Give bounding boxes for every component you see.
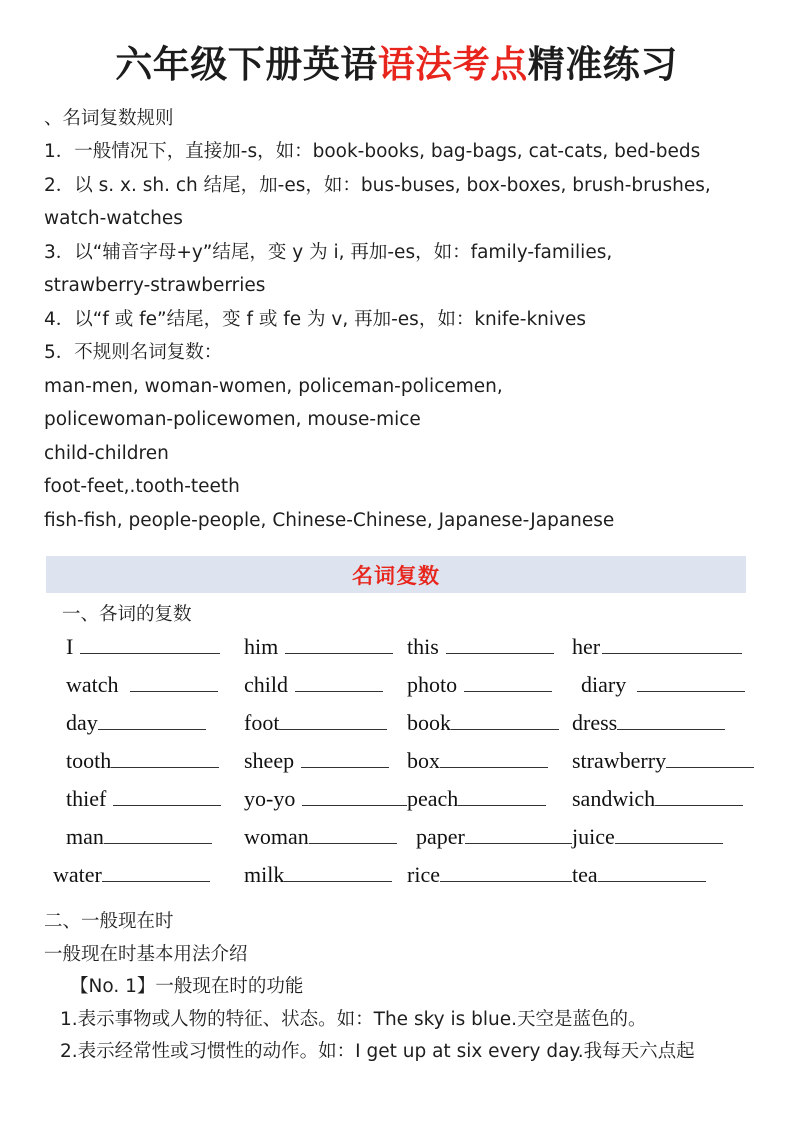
exercise-item (407, 824, 572, 850)
answer-blank[interactable] (615, 824, 723, 844)
answer-blank[interactable] (617, 710, 725, 730)
exercise-item (572, 786, 759, 812)
exercise-item (407, 710, 572, 736)
exercise-word: photo (407, 672, 458, 697)
answer-blank[interactable] (302, 786, 407, 806)
exercise-item (572, 672, 759, 698)
exercise-word: him (244, 634, 279, 659)
exercise-item (44, 786, 244, 812)
exercise-word: paper (416, 824, 465, 849)
exercise-item (244, 824, 407, 850)
exercise-item (244, 748, 407, 774)
answer-blank[interactable] (440, 862, 572, 882)
exercise-item (407, 672, 572, 698)
answer-blank[interactable] (111, 748, 219, 768)
exercise-word: tea (572, 862, 598, 887)
answer-blank[interactable] (295, 672, 383, 692)
plural-rules-notes (44, 102, 754, 537)
answer-blank[interactable] (637, 672, 745, 692)
exercise-item (44, 748, 244, 774)
exercise-word: thief (66, 786, 107, 811)
exercise-row (44, 786, 759, 824)
exercise-item (244, 710, 407, 736)
exercise-item (572, 634, 759, 660)
exercise-word: yo-yo (244, 786, 296, 811)
notes-section-heading: 、名词复数规则 (44, 108, 174, 129)
exercise-word: this (407, 634, 439, 659)
answer-blank[interactable] (309, 824, 397, 844)
exercise-word: sheep (244, 748, 295, 773)
notes-line: child-children (44, 442, 169, 464)
exercise-row (44, 634, 759, 672)
answer-blank[interactable] (598, 862, 706, 882)
exercise-word: milk (244, 862, 285, 887)
notes-line: 2．以 s. x. sh. ch 结尾，加-es，如：bus-buses, box-boxes, brush-brushes, (44, 174, 711, 196)
exercise-word: foot (244, 710, 280, 735)
exercise-item (244, 862, 407, 888)
notes-line: man-men, woman-women, policeman-policemen, (44, 375, 503, 397)
exercise-item (407, 634, 572, 660)
answer-blank[interactable] (104, 824, 212, 844)
exercise-heading: 一、各词的复数 (62, 604, 192, 625)
notes-line: 5．不规则名词复数： (44, 342, 223, 363)
answer-blank[interactable] (465, 824, 572, 844)
answer-blank[interactable] (301, 748, 389, 768)
exercise-row (44, 748, 759, 786)
answer-blank[interactable] (458, 786, 546, 806)
exercise-item (44, 672, 244, 698)
exercise-item (572, 824, 759, 850)
answer-blank[interactable] (98, 710, 206, 730)
exercise-word: day (66, 710, 98, 735)
exercise-item (44, 710, 244, 736)
exercise-item (44, 862, 244, 888)
exercise-word: juice (572, 824, 615, 849)
exercise-word: book (407, 710, 451, 735)
exercise-item (244, 786, 407, 812)
exercise-word: child (244, 672, 288, 697)
exercise-word: tooth (66, 748, 112, 773)
answer-blank[interactable] (80, 634, 220, 654)
title-suffix: 精准练习 (527, 43, 678, 86)
exercise-word: woman (244, 824, 309, 849)
exercise-row (44, 672, 759, 710)
answer-blank[interactable] (285, 634, 393, 654)
section-banner-title: 名词复数 (352, 563, 440, 588)
notes-line: policewoman-policewomen, mouse-mice (44, 409, 421, 430)
title-highlight: 语法考点 (377, 43, 528, 86)
exercise-item (572, 710, 759, 736)
page-title (0, 42, 793, 88)
usage-item: 1.表示事物或人物的特征、状态。如：The sky is blue.天空是蓝色的。 (60, 1008, 647, 1030)
exercise-word: dress (572, 710, 618, 735)
section-subheading: 一般现在时基本用法介绍 (44, 943, 248, 965)
exercise-word: strawberry (572, 748, 667, 773)
answer-blank[interactable] (130, 672, 218, 692)
exercise-word: sandwich (572, 786, 656, 811)
exercise-item (407, 786, 572, 812)
exercise-row (44, 862, 759, 900)
answer-blank[interactable] (464, 672, 552, 692)
notes-line: 3．以“辅音字母+y”结尾，变 y 为 i, 再加-es，如：family-families, (44, 241, 613, 263)
answer-blank[interactable] (446, 634, 554, 654)
answer-blank[interactable] (451, 710, 559, 730)
exercise-word: peach (407, 786, 459, 811)
notes-line: foot-feet,.tooth-teeth (44, 476, 240, 497)
exercise-grid (44, 634, 759, 900)
exercise-item (407, 862, 572, 888)
exercise-word: her (572, 634, 601, 659)
answer-blank[interactable] (440, 748, 548, 768)
exercise-item (244, 672, 407, 698)
exercise-word: I (66, 634, 74, 659)
exercise-row (44, 710, 759, 748)
answer-blank[interactable] (666, 748, 754, 768)
usage-item: 2.表示经常性或习惯性的动作。如：I get up at six every day.我每天六点起 (60, 1041, 695, 1062)
section-heading: 二、一般现在时 (44, 911, 174, 932)
exercise-word: water (53, 862, 102, 887)
answer-blank[interactable] (113, 786, 221, 806)
exercise-item (572, 862, 759, 888)
notes-line: 4．以“f 或 fe”结尾，变 f 或 fe 为 v, 再加-es，如：knife-knives (44, 308, 587, 330)
exercise-word: rice (407, 862, 440, 887)
answer-blank[interactable] (102, 862, 210, 882)
section-banner (46, 556, 746, 593)
exercise-word: box (407, 748, 440, 773)
exercise-item (44, 824, 244, 850)
present-simple-section (44, 906, 759, 1069)
exercise-item (44, 634, 244, 660)
answer-blank[interactable] (655, 786, 743, 806)
exercise-row (44, 824, 759, 862)
exercise-item (572, 748, 759, 774)
notes-line: watch-watches (44, 208, 183, 229)
answer-blank[interactable] (602, 634, 742, 654)
title-prefix: 六年级下册英语 (115, 43, 378, 86)
exercise-item (244, 634, 407, 660)
exercise-item (407, 748, 572, 774)
answer-blank[interactable] (284, 862, 392, 882)
notes-line: strawberry-strawberries (44, 275, 266, 296)
notes-line: fish-fish, people-people, Chinese-Chinese, Japanese-Japanese (44, 509, 615, 531)
answer-blank[interactable] (279, 710, 387, 730)
notes-line: 1．一般情况下，直接加-s，如：book-books, bag-bags, cat-cats, bed-beds (44, 141, 701, 162)
exercise-word: man (66, 824, 104, 849)
exercise-word: diary (581, 672, 627, 697)
usage-heading: 【No. 1】一般现在时的功能 (70, 976, 304, 997)
exercise-word: watch (66, 672, 119, 697)
